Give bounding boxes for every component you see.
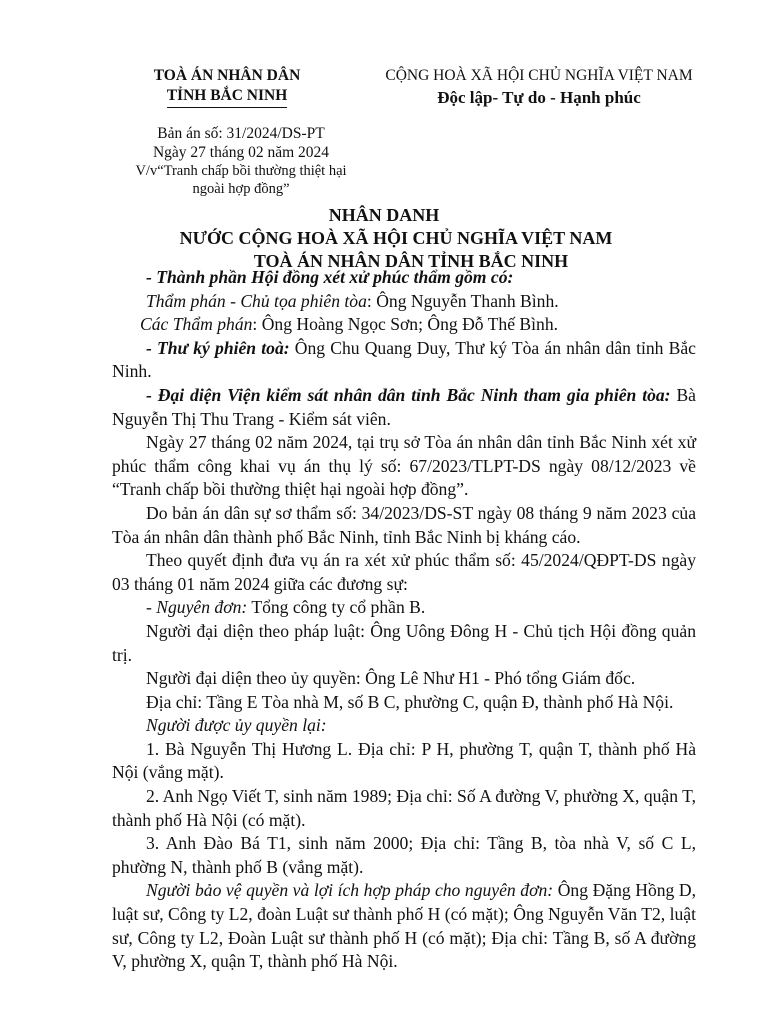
national-header [364, 66, 714, 108]
court-header [112, 66, 342, 108]
sub-authorized-3: 3. Anh Đào Bá T1, sinh năm 2000; Địa chỉ: Tầng B, tòa nhà V, số C L, phường N, thành phố B (vắng mặt). [112, 833, 696, 877]
case-number: Bản án số: 31/2024/DS-PT [157, 125, 325, 142]
case-subject-line1: V/v“Tranh chấp bồi thường thiệt hại [135, 163, 347, 179]
procuracy-representative: - Đại diện Viện kiểm sát nhân dân tỉnh Bắc Ninh tham gia phiên tòa: Bà Nguyễn Thị Thu Trang - Kiểm sát viên. [112, 384, 696, 429]
court-name: TOÀ ÁN NHÂN DÂN [153, 67, 301, 84]
legal-representative: Người đại diện theo pháp luật: Ông Uông Đông H - Chủ tịch Hội đồng quản trị. [112, 620, 696, 665]
title-in-the-name: NHÂN DANH [328, 205, 440, 225]
case-date: Ngày 27 tháng 02 năm 2024 [152, 144, 330, 161]
decision-paragraph: Theo quyết định đưa vụ án ra xét xử phúc thẩm số: 45/2024/QĐPT-DS ngày 03 tháng 01 năm 2024 giữa các đương sự: [112, 550, 696, 594]
sub-authorized-1: 1. Bà Nguyễn Thị Hương L. Địa chỉ: P H, phường T, quận T, thành phố Hà Nội (vắng mặt). [112, 738, 696, 783]
presiding-judge: Thẩm phán - Chủ tọa phiên tòa: Ông Nguyễn Thanh Bình. [146, 290, 559, 311]
court-clerk: - Thư ký phiên toà: Ông Chu Quang Duy, Thư ký Tòa án nhân dân tỉnh Bắc Ninh. [112, 337, 696, 382]
case-subject-line2: ngoài hợp đồng” [192, 181, 290, 197]
court-province: TỈNH BẮC NINH [167, 86, 288, 108]
appeal-paragraph: Do bản án dân sự sơ thẩm số: 34/2023/DS-ST ngày 08 tháng 9 năm 2023 của Tòa án nhân dân thành phố Bắc Ninh, tỉnh Bắc Ninh bị kháng cáo. [112, 502, 696, 547]
national-motto: Độc lập- Tự do - Hạnh phúc [437, 88, 641, 107]
sub-authorized-heading: Người được ủy quyền lại: [146, 715, 327, 736]
document-title [0, 204, 768, 273]
plaintiff-address: Địa chỉ: Tầng E Tòa nhà M, số B C, phường C, quận Đ, thành phố Hà Nội. [146, 691, 674, 712]
title-country: NƯỚC CỘNG HOÀ XÃ HỘI CHỦ NGHĨA VIỆT NAM [179, 228, 613, 248]
sub-authorized-2: 2. Anh Ngọ Viết T, sinh năm 1989; Địa chỉ: Số A đường V, phường X, quận T, thành phố Hà Nội (có mặt). [112, 786, 696, 830]
case-info [112, 124, 370, 198]
plaintiff: - Nguyên đơn: Tổng công ty cổ phần B. [146, 597, 426, 618]
document-body [112, 266, 696, 974]
hearing-paragraph: Ngày 27 tháng 02 năm 2024, tại trụ sở Tòa án nhân dân tỉnh Bắc Ninh xét xử phúc thẩm công khai vụ án thụ lý số: 67/2023/TLPT-DS ngày 08/12/2023 về “Tranh chấp bồi thường thiệt hại ngoài hợp đồng”. [112, 432, 696, 500]
authorized-representative: Người đại diện theo ủy quyền: Ông Lê Như H1 - Phó tổng Giám đốc. [146, 668, 636, 689]
country-name: CỘNG HOÀ XÃ HỘI CHỦ NGHĨA VIỆT NAM [385, 67, 693, 84]
judges: Các Thẩm phán: Ông Hoàng Ngọc Sơn; Ông Đỗ Thế Bình. [140, 314, 559, 335]
title-court: TOÀ ÁN NHÂN DÂN TỈNH BẮC NINH [253, 251, 569, 271]
plaintiff-defender: Người bảo vệ quyền và lợi ích hợp pháp cho nguyên đơn: Ông Đặng Hồng D, luật sư, Công ty L2, đoàn Luật sư thành phố H (có mặt); Ông Nguyễn Văn T2, luật sư, Công ty L2, Đoàn Luật sư thành phố H (có mặt); Địa chỉ: Tầng B, số A đường V, phường X, quận T, thành phố Hà Nội. [112, 880, 697, 972]
panel-heading: - Thành phần Hội đồng xét xử phúc thẩm gồm có: [146, 267, 514, 287]
